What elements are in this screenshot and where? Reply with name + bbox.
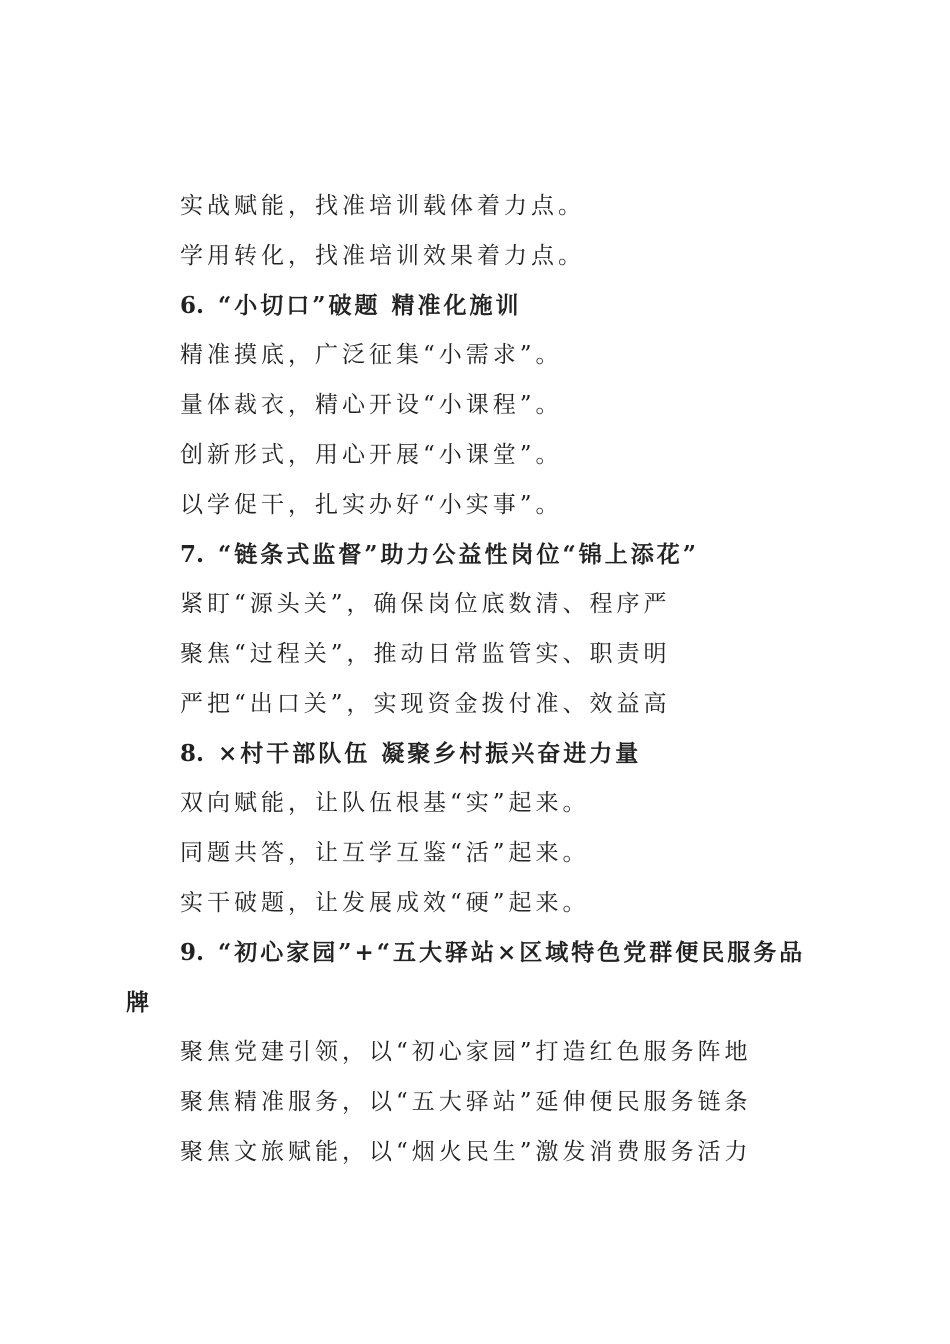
body-line: 实战赋能，找准培训载体着力点。 [180,193,585,219]
list-item: 量体裁衣，精心开设“小课程”。 [180,392,563,418]
section-title-continuation: 牌 [126,989,152,1016]
list-item: 聚焦党建引领，以“初心家园”打造红色服务阵地 [180,1039,752,1065]
section-heading-9 [180,938,805,968]
list-item: 聚焦“过程关”，推动日常监管实、职责明 [180,641,671,667]
section-number: 6. [180,292,205,319]
list-item: 严把“出口关”，实现资金拨付准、效益高 [180,691,671,717]
list-item: 紧盯“源头关”，确保岗位底数清、程序严 [180,591,671,617]
body-line: 学用转化，找准培训效果着力点。 [180,243,585,269]
section-number: 9. [180,939,205,966]
list-item: 精准摸底，广泛征集“小需求”。 [180,342,563,368]
list-item: 同题共答，让互学互鉴“活”起来。 [180,840,590,866]
section-heading-7 [180,540,699,570]
section-title: ×村干部队伍 凝聚乡村振兴奋进力量 [218,740,642,767]
list-item: 实干破题，让发展成效“硬”起来。 [180,890,590,916]
list-item: 聚焦文旅赋能，以“烟火民生”激发消费服务活力 [180,1139,752,1165]
section-heading-6 [180,291,521,321]
section-number: 7. [180,541,205,568]
section-title: “初心家园”+“五大驿站×区域特色党群便民服务品 [218,939,806,966]
list-item: 双向赋能，让队伍根基“实”起来。 [180,790,590,816]
list-item: 以学促干，扎实办好“小实事”。 [180,492,563,518]
section-title: “小切口”破题 精准化施训 [218,292,522,319]
section-title: “链条式监督”助力公益性岗位“锦上添花” [218,541,699,568]
section-heading-8 [180,739,641,769]
list-item: 聚焦精准服务，以“五大驿站”延伸便民服务链条 [180,1089,752,1115]
list-item: 创新形式，用心开展“小课堂”。 [180,442,563,468]
section-number: 8. [180,740,205,767]
